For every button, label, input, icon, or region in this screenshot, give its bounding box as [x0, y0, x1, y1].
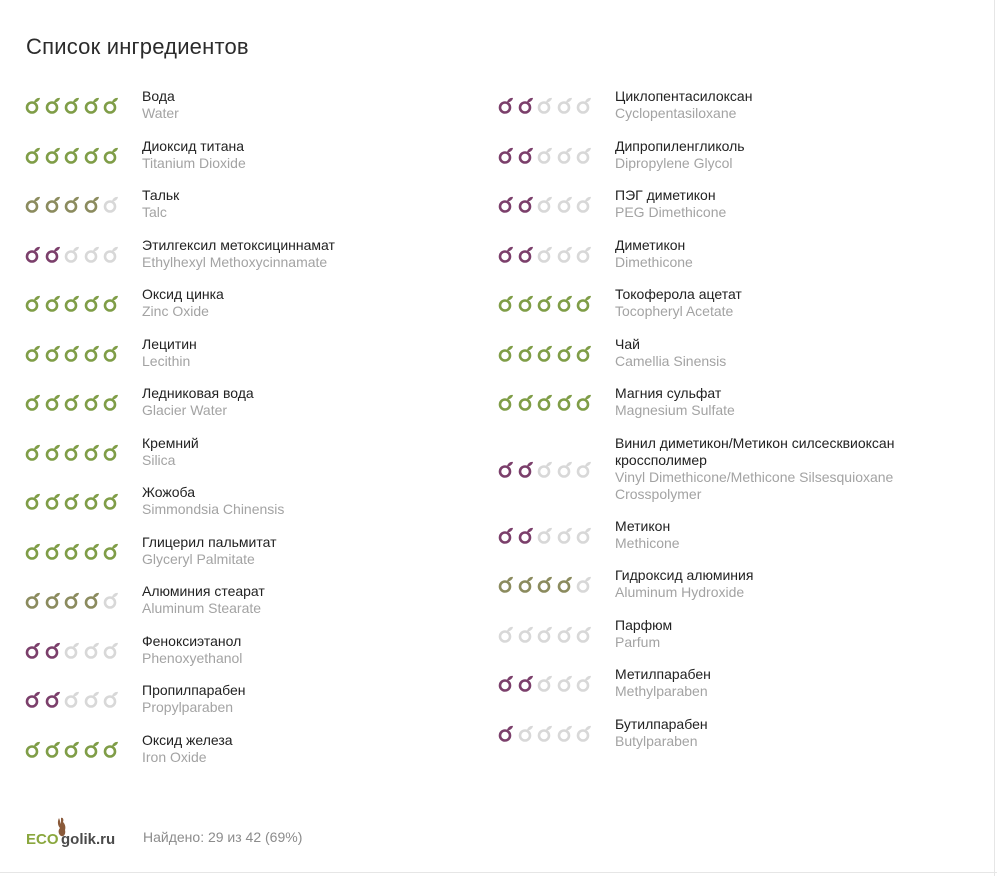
rating-drop-icon	[44, 591, 62, 609]
rating-drop-icon	[44, 690, 62, 708]
rating-drop-icon	[44, 393, 62, 411]
rating-drop-icon	[102, 195, 120, 213]
rating-drop-icon	[556, 724, 574, 742]
ingredient-name-ru[interactable]: Ледниковая вода	[142, 385, 254, 401]
ingredient-name-ru[interactable]: Циклопентасилоксан	[615, 88, 753, 104]
rating-drop-icon	[63, 96, 81, 114]
ingredient-name-ru[interactable]: Феноксиэтанол	[142, 632, 242, 649]
ingredient-names	[615, 336, 726, 370]
safety-rating	[497, 617, 615, 643]
ingredient-row[interactable]	[24, 682, 484, 732]
ingredient-name-en: Cyclopentasiloxane	[615, 105, 737, 121]
ingredient-row[interactable]	[24, 534, 484, 584]
ingredient-name-en: Aluminum Hydroxide	[615, 584, 745, 600]
rating-drop-icon	[575, 294, 593, 312]
rating-drop-icon	[44, 195, 62, 213]
ecogolik-logo[interactable]	[26, 816, 143, 852]
rating-drop-icon	[44, 96, 62, 114]
rating-drop-icon	[497, 146, 515, 164]
safety-rating	[24, 187, 142, 213]
ingredient-name-en: Silica	[142, 451, 176, 468]
ingredient-name-en: Methylparaben	[615, 683, 708, 699]
ingredient-name-ru[interactable]: ПЭГ диметикон	[615, 187, 716, 203]
safety-rating	[497, 435, 615, 478]
ingredient-name-en: Glacier Water	[142, 402, 228, 418]
rating-drop-icon	[102, 542, 120, 560]
safety-rating	[497, 666, 615, 692]
ingredient-row[interactable]	[497, 237, 967, 287]
rating-drop-icon	[517, 526, 535, 544]
rating-drop-icon	[83, 542, 101, 560]
rating-drop-icon	[24, 690, 42, 708]
ingredient-row[interactable]	[497, 336, 967, 386]
rating-drop-icon	[102, 146, 120, 164]
rating-drop-icon	[102, 443, 120, 461]
ingredient-names	[142, 187, 179, 221]
rating-drop-icon	[44, 641, 62, 659]
frame-border-right	[994, 0, 995, 876]
ingredient-names	[142, 484, 284, 518]
rating-drop-icon	[83, 294, 101, 312]
rating-drop-icon	[63, 492, 81, 510]
ingredient-row[interactable]	[497, 666, 967, 716]
safety-rating	[497, 237, 615, 263]
ingredient-name-en: Magnesium Sulfate	[615, 402, 735, 418]
rating-drop-icon	[83, 344, 101, 362]
ingredient-name-en: Phenoxyethanol	[142, 649, 243, 666]
rating-drop-icon	[102, 294, 120, 312]
rating-drop-icon	[497, 674, 515, 692]
safety-rating	[24, 286, 142, 312]
ingredient-name-ru[interactable]: Бутилпарабен	[615, 715, 708, 732]
ingredient-name-ru[interactable]: Метилпарабен	[615, 666, 711, 682]
rating-drop-icon	[556, 393, 574, 411]
ingredient-row[interactable]	[24, 336, 484, 386]
rating-drop-icon	[517, 195, 535, 213]
ingredient-row[interactable]	[497, 567, 967, 617]
rating-drop-icon	[517, 575, 535, 593]
rating-drop-icon	[63, 740, 81, 758]
ingredient-name-ru[interactable]: Жожоба	[142, 484, 196, 500]
ingredient-row[interactable]	[497, 286, 967, 336]
ingredient-name-ru[interactable]: Кремний	[142, 434, 199, 451]
frame-border-bottom	[0, 872, 997, 873]
rating-drop-icon	[497, 625, 515, 643]
ingredient-names	[142, 336, 197, 370]
ingredient-name-en: Talc	[142, 204, 167, 220]
ingredient-row[interactable]	[24, 88, 484, 138]
ingredient-name-en: Dipropylene Glycol	[615, 154, 733, 171]
rating-drop-icon	[102, 740, 120, 758]
ingredient-row[interactable]	[24, 286, 484, 336]
ingredient-name-en: Aluminum Stearate	[142, 600, 262, 616]
ingredient-names	[615, 567, 753, 601]
ingredient-row[interactable]	[24, 187, 484, 237]
ingredient-names	[615, 237, 693, 271]
ingredient-row[interactable]	[497, 617, 967, 667]
ingredient-names	[615, 138, 745, 172]
safety-rating	[497, 138, 615, 164]
rating-drop-icon	[536, 674, 554, 692]
rating-drop-icon	[102, 96, 120, 114]
rating-drop-icon	[497, 460, 515, 478]
rating-drop-icon	[83, 443, 101, 461]
rating-drop-icon	[517, 344, 535, 362]
rating-drop-icon	[556, 625, 574, 643]
ingredient-row[interactable]	[24, 633, 484, 683]
ingredient-row[interactable]	[24, 435, 484, 485]
safety-rating	[497, 518, 615, 544]
rating-drop-icon	[575, 245, 593, 263]
ingredient-names	[615, 518, 680, 552]
ingredient-row[interactable]	[497, 385, 967, 435]
rating-drop-icon	[44, 740, 62, 758]
rating-drop-icon	[63, 344, 81, 362]
rating-drop-icon	[536, 245, 554, 263]
ingredient-row[interactable]	[24, 385, 484, 435]
rating-drop-icon	[517, 625, 535, 643]
ingredient-row[interactable]	[24, 583, 484, 633]
rating-drop-icon	[83, 146, 101, 164]
ingredient-names	[615, 617, 672, 651]
rating-drop-icon	[24, 740, 42, 758]
ingredient-names	[142, 138, 246, 172]
rating-drop-icon	[83, 591, 101, 609]
rating-drop-icon	[497, 526, 515, 544]
rating-drop-icon	[575, 393, 593, 411]
rating-drop-icon	[536, 146, 554, 164]
safety-rating	[497, 336, 615, 362]
rating-drop-icon	[556, 195, 574, 213]
rating-drop-icon	[44, 542, 62, 560]
rating-drop-icon	[517, 724, 535, 742]
rating-drop-icon	[44, 146, 62, 164]
rating-drop-icon	[556, 526, 574, 544]
ingredient-row[interactable]	[24, 138, 484, 188]
ingredient-name-en: Butylparaben	[615, 732, 698, 749]
rating-drop-icon	[497, 575, 515, 593]
safety-rating	[24, 534, 142, 560]
safety-rating	[24, 336, 142, 362]
rating-drop-icon	[44, 443, 62, 461]
rating-drop-icon	[556, 344, 574, 362]
rating-drop-icon	[575, 625, 593, 643]
ingredient-name-en: Vinyl Dimethicone/Methicone Silsesquioxane Crosspolymer	[615, 468, 894, 502]
safety-rating	[24, 732, 142, 758]
ingredient-name-ru[interactable]: Диоксид титана	[142, 137, 245, 154]
ingredient-names	[615, 716, 708, 750]
ingredient-name-en: PEG Dimethicone	[615, 204, 727, 220]
rating-drop-icon	[556, 460, 574, 478]
rating-drop-icon	[497, 245, 515, 263]
ingredient-name-ru[interactable]: Винил диметикон/Метикон силсесквиоксан кроссполимер	[615, 434, 895, 468]
rating-drop-icon	[102, 492, 120, 510]
rating-drop-icon	[63, 443, 81, 461]
rating-drop-icon	[575, 460, 593, 478]
ingredient-name-en: Lecithin	[142, 352, 191, 369]
rating-drop-icon	[517, 146, 535, 164]
ingredient-row[interactable]	[497, 435, 967, 518]
safety-rating	[497, 716, 615, 742]
ingredient-row[interactable]	[497, 138, 967, 188]
rating-drop-icon	[102, 591, 120, 609]
rating-drop-icon	[44, 245, 62, 263]
rating-drop-icon	[556, 245, 574, 263]
ingredient-name-en: Camellia Sinensis	[615, 352, 727, 369]
ingredient-names	[142, 435, 199, 469]
rating-drop-icon	[497, 195, 515, 213]
rating-drop-icon	[575, 526, 593, 544]
ingredient-name-en: Titanium Dioxide	[142, 154, 246, 171]
rating-drop-icon	[102, 344, 120, 362]
safety-rating	[497, 88, 615, 114]
ingredient-name-ru[interactable]: Глицерил пальмитат	[142, 533, 277, 550]
rating-drop-icon	[83, 641, 101, 659]
ingredient-name-ru[interactable]: Оксид цинка	[142, 286, 224, 302]
rating-drop-icon	[575, 575, 593, 593]
safety-rating	[497, 187, 615, 213]
rating-drop-icon	[556, 146, 574, 164]
rating-drop-icon	[536, 195, 554, 213]
rating-drop-icon	[83, 393, 101, 411]
logo-golik-text: golik.ru	[61, 831, 116, 848]
rating-drop-icon	[497, 294, 515, 312]
safety-rating	[24, 682, 142, 708]
rating-drop-icon	[517, 460, 535, 478]
rating-drop-icon	[102, 690, 120, 708]
ingredient-name-ru[interactable]: Метикон	[615, 517, 671, 534]
rating-drop-icon	[63, 641, 81, 659]
rating-drop-icon	[24, 146, 42, 164]
rating-drop-icon	[536, 393, 554, 411]
ingredient-row[interactable]	[24, 484, 484, 534]
safety-rating	[24, 385, 142, 411]
safety-rating	[497, 385, 615, 411]
rating-drop-icon	[575, 674, 593, 692]
ingredient-name-en: Glyceryl Palmitate	[142, 550, 255, 567]
ingredient-name-ru[interactable]: Пропилпарабен	[142, 682, 246, 698]
ingredient-name-en: Dimethicone	[615, 253, 693, 270]
ingredients-column-right	[497, 88, 967, 765]
rating-drop-icon	[536, 575, 554, 593]
rating-drop-icon	[44, 344, 62, 362]
rating-drop-icon	[63, 146, 81, 164]
rating-drop-icon	[536, 625, 554, 643]
ingredient-names	[142, 385, 254, 419]
safety-rating	[24, 435, 142, 461]
rating-drop-icon	[497, 96, 515, 114]
page-title: Список ингредиентов	[26, 34, 249, 59]
safety-rating	[24, 633, 142, 659]
ingredient-row[interactable]	[497, 88, 967, 138]
safety-rating	[24, 237, 142, 263]
ingredient-name-ru[interactable]: Гидроксид алюминия	[615, 567, 754, 583]
safety-rating	[24, 484, 142, 510]
rating-drop-icon	[497, 344, 515, 362]
ingredient-names	[142, 732, 233, 766]
safety-rating	[497, 567, 615, 593]
rating-drop-icon	[63, 245, 81, 263]
rating-drop-icon	[24, 344, 42, 362]
ingredient-row[interactable]	[497, 716, 967, 766]
rating-drop-icon	[536, 724, 554, 742]
rating-drop-icon	[575, 195, 593, 213]
rating-drop-icon	[517, 674, 535, 692]
rating-drop-icon	[24, 245, 42, 263]
ingredient-name-ru[interactable]: Алюминия стеарат	[142, 583, 265, 599]
ingredient-names	[142, 682, 246, 716]
ingredient-name-en: Parfum	[615, 633, 661, 650]
safety-rating	[24, 88, 142, 114]
rating-drop-icon	[536, 96, 554, 114]
ingredients-column-left	[24, 88, 484, 781]
ingredient-row[interactable]	[497, 518, 967, 568]
rating-drop-icon	[102, 641, 120, 659]
ingredient-row[interactable]	[24, 732, 484, 782]
rating-drop-icon	[24, 96, 42, 114]
ingredient-name-ru[interactable]: Токоферола ацетат	[615, 286, 742, 302]
ingredient-name-en: Methicone	[615, 534, 680, 551]
ingredient-name-ru[interactable]: Этилгексил метоксициннамат	[142, 236, 335, 253]
ingredient-names	[615, 435, 967, 503]
rating-drop-icon	[102, 245, 120, 263]
rating-drop-icon	[556, 674, 574, 692]
ingredient-name-en: Iron Oxide	[142, 748, 207, 765]
rating-drop-icon	[556, 294, 574, 312]
rating-drop-icon	[63, 542, 81, 560]
ingredient-names	[142, 633, 242, 667]
ingredient-names	[142, 88, 179, 122]
ingredient-names	[615, 286, 742, 320]
rating-drop-icon	[517, 245, 535, 263]
rating-drop-icon	[24, 294, 42, 312]
ingredient-name-en: Simmondsia Chinensis	[142, 501, 285, 517]
ingredient-row[interactable]	[497, 187, 967, 237]
ingredient-name-ru[interactable]: Дипропиленгликоль	[615, 137, 745, 154]
rating-drop-icon	[63, 591, 81, 609]
rating-drop-icon	[536, 294, 554, 312]
rating-drop-icon	[517, 294, 535, 312]
rating-drop-icon	[24, 542, 42, 560]
rating-drop-icon	[536, 526, 554, 544]
ingredient-name-en: Water	[142, 105, 179, 121]
rating-drop-icon	[83, 96, 101, 114]
rating-drop-icon	[102, 393, 120, 411]
rating-drop-icon	[83, 492, 101, 510]
ingredient-names	[142, 286, 224, 320]
rating-drop-icon	[575, 724, 593, 742]
ingredient-name-ru[interactable]: Диметикон	[615, 236, 686, 253]
rating-drop-icon	[24, 492, 42, 510]
ingredient-row[interactable]	[24, 237, 484, 287]
rating-drop-icon	[83, 245, 101, 263]
safety-rating	[24, 138, 142, 164]
rating-drop-icon	[556, 575, 574, 593]
rating-drop-icon	[24, 641, 42, 659]
rating-drop-icon	[63, 294, 81, 312]
ingredient-names	[615, 187, 726, 221]
rating-drop-icon	[497, 724, 515, 742]
ingredient-name-ru[interactable]: Тальк	[142, 187, 180, 203]
ingredient-name-en: Tocopheryl Acetate	[615, 303, 734, 319]
ingredient-names	[615, 88, 752, 122]
footer	[26, 816, 302, 852]
ingredient-names	[142, 583, 265, 617]
ingredient-names	[615, 385, 735, 419]
rating-drop-icon	[24, 195, 42, 213]
rating-drop-icon	[556, 96, 574, 114]
ingredient-name-en: Ethylhexyl Methoxycinnamate	[142, 253, 328, 270]
rating-drop-icon	[44, 294, 62, 312]
ingredient-name-ru[interactable]: Парфюм	[615, 616, 673, 633]
ingredient-name-ru[interactable]: Магния сульфат	[615, 385, 722, 401]
rating-drop-icon	[24, 591, 42, 609]
rating-drop-icon	[83, 195, 101, 213]
ingredient-names	[142, 237, 335, 271]
rating-drop-icon	[536, 344, 554, 362]
safety-rating	[24, 583, 142, 609]
rating-drop-icon	[24, 393, 42, 411]
rating-drop-icon	[536, 460, 554, 478]
ingredient-name-ru[interactable]: Чай	[615, 335, 640, 352]
found-count-text: Найдено: 29 из 42 (69%)	[143, 829, 303, 845]
ingredient-names	[142, 534, 277, 568]
rating-drop-icon	[83, 690, 101, 708]
rating-drop-icon	[575, 146, 593, 164]
rating-drop-icon	[517, 96, 535, 114]
rating-drop-icon	[63, 393, 81, 411]
rating-drop-icon	[63, 690, 81, 708]
rating-drop-icon	[24, 443, 42, 461]
rating-drop-icon	[575, 344, 593, 362]
rating-drop-icon	[83, 740, 101, 758]
logo-eco-text: ECO	[26, 831, 59, 848]
ingredient-name-en: Propylparaben	[142, 699, 234, 715]
rating-drop-icon	[497, 393, 515, 411]
rating-drop-icon	[44, 492, 62, 510]
ingredient-name-en: Zinc Oxide	[142, 303, 209, 319]
safety-rating	[497, 286, 615, 312]
rating-drop-icon	[63, 195, 81, 213]
rating-drop-icon	[575, 96, 593, 114]
ingredient-name-ru[interactable]: Вода	[142, 88, 175, 104]
rating-drop-icon	[517, 393, 535, 411]
ingredient-name-ru[interactable]: Лецитин	[142, 335, 197, 352]
ingredient-name-ru[interactable]: Оксид железа	[142, 731, 233, 748]
ingredient-names	[615, 666, 711, 700]
